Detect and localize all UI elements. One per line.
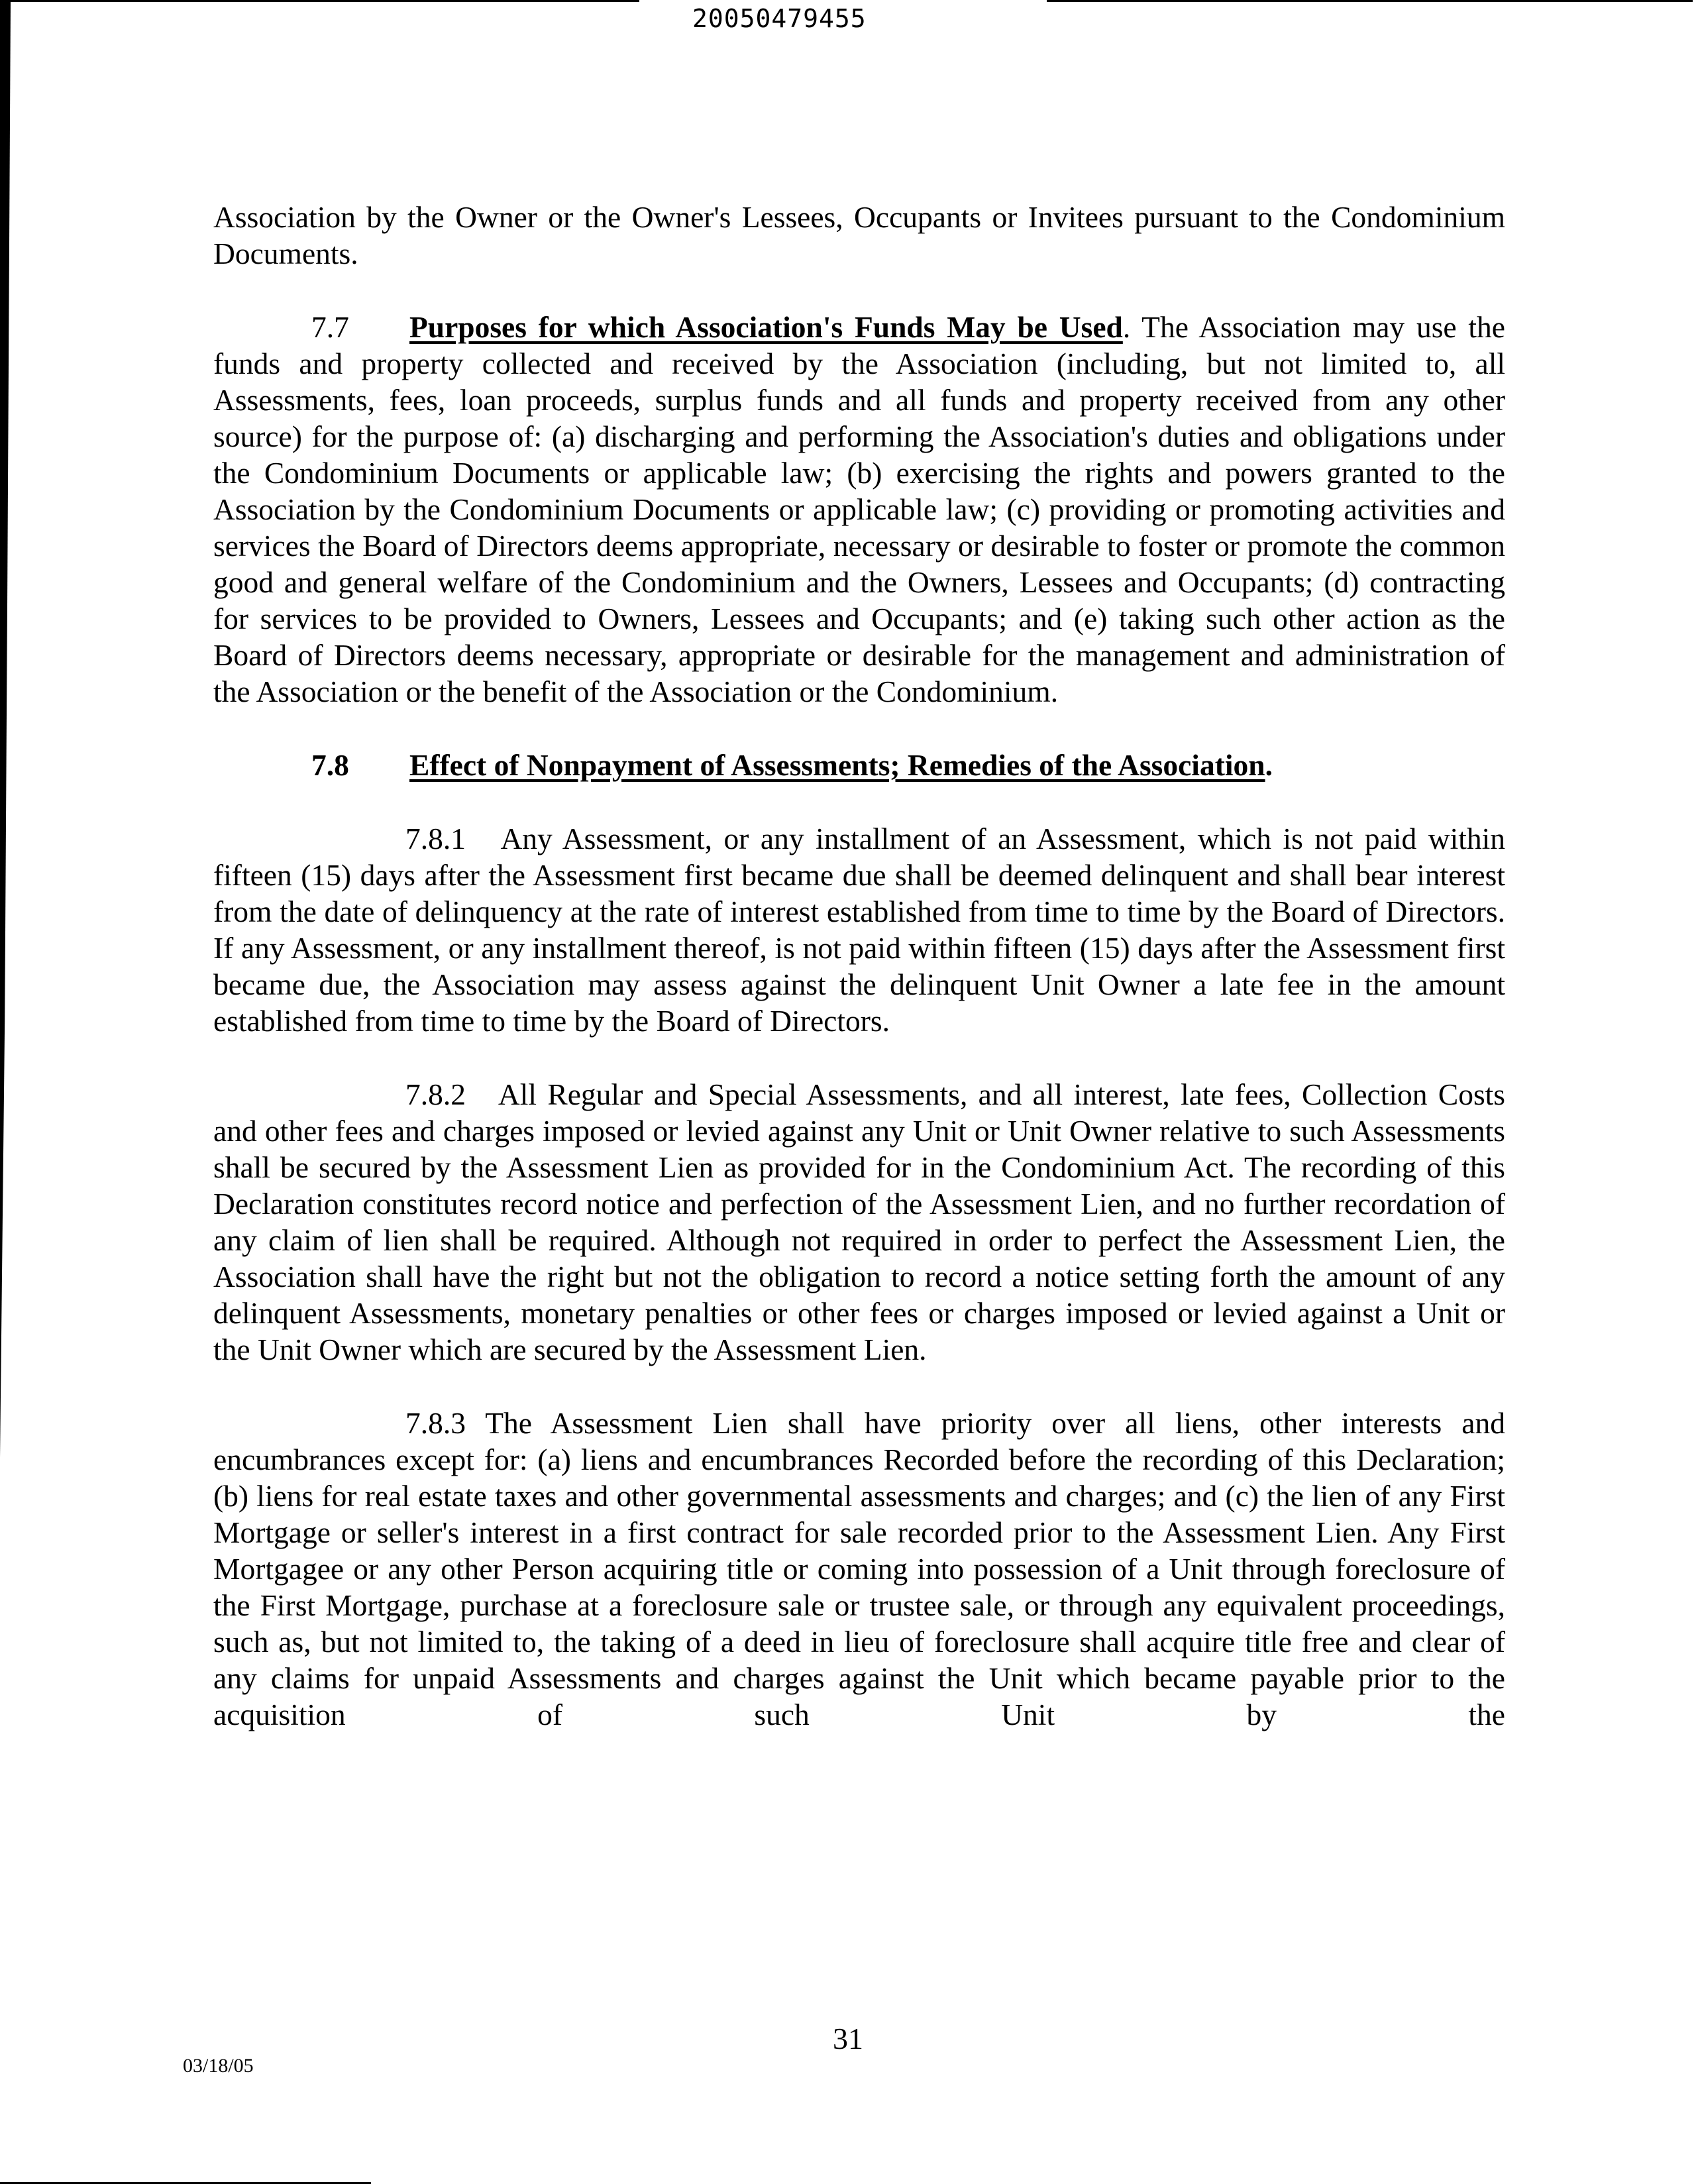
subsection-text: The Assessment Lien shall have priority over all liens, other interests and encumbrances except for: (a) liens and encumbrances Recorded before the recording of this Declaration; (b) liens for real estate taxes and other governmental assessments and charges; and (c) the lien of any First Mortgage or seller's interest in a first contract for sale recorded prior to the Assessment Lien. Any First Mortgagee or any other Person acquiring title or coming into possession of a Unit through foreclosure of the First Mortgage, purchase at a foreclosure sale or trustee sale, or through any equivalent proceedings, such as, but not limited to, the taking of a deed in lieu of foreclosure shall acquire title free and clear of any claims for unpaid Assessments and charges against the Unit which became payable prior to the acquisition of such Unit by the (213, 1406, 1505, 1731)
recording-number: 20050479455 (692, 4, 867, 33)
section-7-8-heading (213, 747, 1505, 783)
subsection-7-8-2 (213, 1076, 1505, 1368)
section-number: 7.7 (311, 310, 349, 344)
subsection-number: 7.8.3 (405, 1406, 466, 1440)
subsection-7-8-3 (213, 1405, 1505, 1733)
subsection-text: All Regular and Special Assessments, and all interest, late fees, Collection Costs and other fees and charges imposed or levied against any Unit or Unit Owner relative to such Assessments shall be secured by the Assessment Lien as provided for in the Condominium Act. The recording of this Declaration constitutes record notice and perfection of the Assessment Lien, and no further recordation of any claim of lien shall be required. Although not required in order to perfect the Assessment Lien, the Association shall have the right but not the obligation to record a notice setting forth the amount of any delinquent Assessments, monetary penalties or other fees or charges imposed or levied against a Unit or the Unit Owner which are secured by the Assessment Lien. (213, 1077, 1505, 1366)
scan-border-top-left (0, 0, 639, 2)
subsection-text: Any Assessment, or any installment of an Assessment, which is not paid within fifteen (15) days after the Assessment first became due shall be deemed delinquent and shall bear interest from the date of delinquency at the rate of interest established from time to time by the Board of Directors. If any Assessment, or any installment thereof, is not paid within fifteen (15) days after the Assessment first became due, the Association may assess against the delinquent Unit Owner a late fee in the amount established from time to time by the Board of Directors. (213, 822, 1506, 1038)
section-text: The Association may use the funds and property collected and received by the Association (including, but not limited to, all Assessments, fees, loan proceeds, surplus funds and all funds and property received from any other source) for the purpose of: (a) discharging and performing the Association's duties and obligations under the Condominium Documents or applicable law; (b) exercising the rights and powers granted to the Association by the Condominium Documents or applicable law; (c) providing or promoting activities and services the Board of Directors deems appropriate, necessary or desirable to foster or promote the common good and general welfare of the Condominium and the Owners, Lessees and Occupants; (d) contracting for services to be provided to Owners, Lessees and Occupants; and (e) taking such other action as the Board of Directors deems necessary, appropriate or desirable for the management and administration of the Association or the benefit of the Association or the Condominium. (213, 310, 1505, 708)
document-body (213, 199, 1505, 1770)
section-heading: Effect of Nonpayment of Assessments; Remedies of the Association (409, 748, 1265, 782)
section-heading: Purposes for which Association's Funds May be Used (409, 310, 1123, 344)
footer-date: 03/18/05 (183, 2055, 254, 2077)
heading-period: . (1122, 310, 1131, 344)
subsection-number: 7.8.1 (405, 822, 466, 855)
section-number: 7.8 (311, 748, 349, 782)
subsection-number: 7.8.2 (405, 1077, 466, 1111)
scan-border-left (0, 0, 11, 1458)
page-number: 31 (833, 2022, 863, 2055)
subsection-7-8-1 (213, 820, 1505, 1039)
continued-paragraph: Association by the Owner or the Owner's Lessees, Occupants or Invitees pursuant to the Condominium Documents. (213, 200, 1505, 270)
scan-border-top-right (1047, 0, 1693, 2)
section-7-7 (213, 309, 1505, 710)
heading-period: . (1265, 748, 1273, 782)
